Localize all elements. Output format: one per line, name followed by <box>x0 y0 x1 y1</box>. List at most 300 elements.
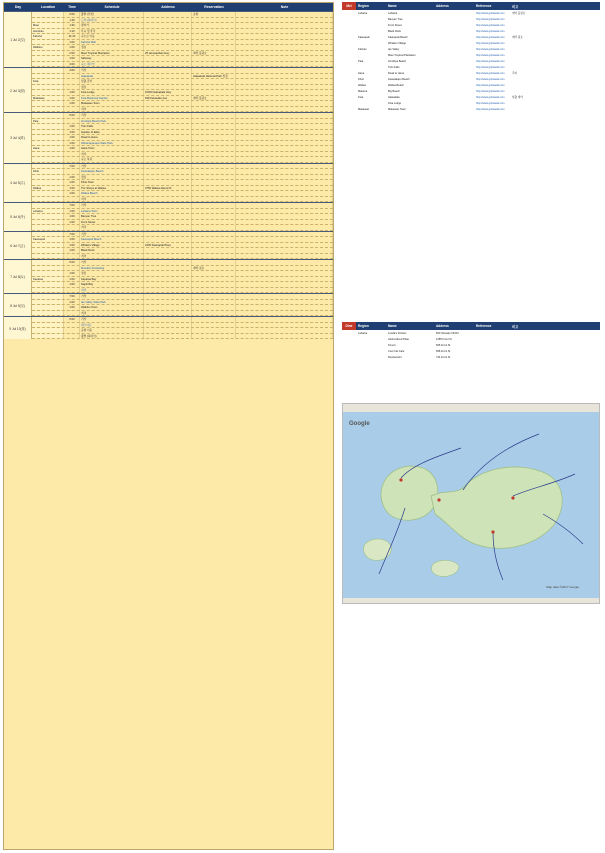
cell-note <box>236 214 333 219</box>
cell-note <box>236 225 333 230</box>
cell-time <box>64 288 80 293</box>
cell-sch: 기상 <box>80 164 144 169</box>
cell-note <box>236 254 333 259</box>
cell-sch: 저녁 <box>80 225 144 230</box>
cell-loc <box>32 266 64 271</box>
cell-loc <box>32 85 64 90</box>
cell-res <box>192 214 236 219</box>
places-reference-link[interactable]: http://www.gohawaii.com <box>476 95 505 99</box>
header-note: Note <box>280 5 289 9</box>
cell-res <box>192 248 236 253</box>
cell-note <box>236 282 333 287</box>
cell-loc <box>32 305 64 310</box>
header-location: Location <box>40 5 56 9</box>
cell-loc <box>32 113 64 118</box>
places-cell: Makena <box>358 89 368 93</box>
cell-loc <box>32 74 64 79</box>
cell-loc <box>32 300 64 305</box>
cell-loc <box>32 101 64 106</box>
cell-addr <box>144 119 192 124</box>
header-address: Address <box>161 5 175 9</box>
cell-res: 예약 불필요 <box>192 96 236 101</box>
places-cell: Black Rock <box>388 29 401 33</box>
cell-addr <box>144 237 192 242</box>
day-block <box>4 202 333 231</box>
cell-res <box>192 282 236 287</box>
cell-sch: Wailea Beach <box>80 191 144 196</box>
cell-note <box>236 248 333 253</box>
cell-res <box>192 90 236 95</box>
places-reference-link[interactable]: http://www.gohawaii.com <box>476 59 505 63</box>
cell-sch: Whalers Village <box>80 243 144 248</box>
itinerary-sheet <box>3 2 334 850</box>
cell-sch: 숙소 체크인 <box>80 62 144 67</box>
cell-res <box>192 141 236 146</box>
cell-loc <box>32 18 64 23</box>
cell-res <box>192 45 236 50</box>
places-reference-link[interactable]: http://www.gohawaii.com <box>476 41 505 45</box>
places-reference-link[interactable]: http://www.gohawaii.com <box>476 35 505 39</box>
cell-time <box>64 225 80 230</box>
places-reference-link[interactable]: http://www.gohawaii.com <box>476 89 505 93</box>
cell-res <box>192 79 236 84</box>
cell-sch: Front Street <box>80 220 144 225</box>
cell-addr <box>144 23 192 28</box>
cell-time: 1:00 <box>64 282 80 287</box>
cell-note <box>236 175 333 180</box>
cell-time: 1:00 <box>64 96 80 101</box>
places-cell: 예약 불필요 <box>512 12 526 15</box>
map-island-lanai <box>363 539 391 560</box>
cell-time <box>64 266 80 271</box>
cell-note <box>236 300 333 305</box>
cell-addr <box>144 203 192 208</box>
cell-addr <box>144 225 192 230</box>
cell-note <box>236 237 333 242</box>
cell-addr <box>144 79 192 84</box>
cell-res <box>192 175 236 180</box>
places-reference-link[interactable]: http://www.gohawaii.com <box>476 53 505 57</box>
places-cell: Lahaina <box>358 11 368 15</box>
dining-h-reference: Reference <box>476 324 492 328</box>
day-block <box>4 316 333 339</box>
cell-loc: Hana <box>32 146 64 151</box>
cell-note <box>236 12 333 17</box>
cell-note <box>236 18 333 23</box>
map-brand: Google <box>349 421 370 427</box>
cell-loc <box>32 130 64 135</box>
cell-time: 1:00 <box>64 248 80 253</box>
cell-addr <box>144 12 192 17</box>
cell-note <box>236 164 333 169</box>
map-illustration <box>343 404 600 604</box>
cell-res <box>192 260 236 265</box>
cell-time: 1:00 <box>64 271 80 276</box>
cell-addr <box>144 260 192 265</box>
cell-sch: 점심 <box>80 85 144 90</box>
dining-cell: 845 Front St <box>436 343 451 347</box>
map-pin <box>491 530 494 533</box>
cell-loc: Kaanapali <box>32 237 64 242</box>
cell-loc <box>32 175 64 180</box>
cell-time <box>64 79 80 84</box>
cell-time: 1:10 <box>64 29 80 34</box>
cell-note <box>236 135 333 140</box>
day-block <box>4 293 333 316</box>
cell-res <box>192 124 236 129</box>
cell-time <box>64 157 80 162</box>
cell-loc <box>32 180 64 185</box>
cell-note <box>236 311 333 316</box>
cell-loc: Kihei <box>32 169 64 174</box>
places-cell: Paia <box>358 59 364 63</box>
cell-time: 1:30 <box>64 23 80 28</box>
cell-note <box>236 191 333 196</box>
cell-sch: 저녁 <box>80 288 144 293</box>
cell-addr <box>144 180 192 185</box>
cell-res <box>192 237 236 242</box>
cell-addr <box>144 169 192 174</box>
cell-loc <box>32 107 64 112</box>
cell-sch: 공항 이동 <box>80 328 144 333</box>
cell-loc <box>32 40 64 45</box>
cell-addr: 25 Honoapiilani Hwy <box>144 51 192 56</box>
cell-loc: Lahaina <box>32 209 64 214</box>
places-reference-link[interactable]: http://www.gohawaii.com <box>476 101 505 105</box>
cell-res <box>192 305 236 310</box>
itinerary-row <box>32 334 333 340</box>
places-reference-link[interactable]: http://www.gohawaii.com <box>476 83 505 87</box>
cell-addr <box>144 209 192 214</box>
cell-loc <box>32 225 64 230</box>
cell-loc <box>32 90 64 95</box>
cell-note <box>236 34 333 39</box>
cell-sch: Twin Falls <box>80 124 144 129</box>
places-reference-link[interactable]: http://www.gohawaii.com <box>476 65 505 69</box>
cell-loc <box>32 260 64 265</box>
day-label: 1 Jul 2(일) <box>4 12 32 67</box>
cell-loc <box>32 232 64 237</box>
cell-loc <box>32 254 64 259</box>
cell-time: 1:00 <box>64 135 80 140</box>
cell-loc <box>32 68 64 73</box>
cell-sch: Lahaina Town <box>80 209 144 214</box>
cell-note <box>236 141 333 146</box>
cell-loc <box>32 152 64 157</box>
cell-time: 3:00 <box>64 62 80 67</box>
map-island-west <box>381 466 438 520</box>
cell-loc: Makawao <box>32 96 64 101</box>
cell-note <box>236 130 333 135</box>
cell-res <box>192 135 236 140</box>
cell-res <box>192 220 236 225</box>
places-h-address: Address <box>436 4 449 8</box>
cell-res <box>192 271 236 276</box>
cell-loc <box>32 294 64 299</box>
cell-sch: 체크아웃 <box>80 323 144 328</box>
cell-addr <box>144 146 192 151</box>
cell-time: 6:00 <box>64 260 80 265</box>
cell-note <box>236 180 333 185</box>
cell-sch: Road to Hana <box>80 135 144 140</box>
dining-cell: Lahaina <box>358 331 368 335</box>
map-caption: Map data ©2017 Google <box>546 585 579 589</box>
cell-res <box>192 40 236 45</box>
cell-note <box>236 68 333 73</box>
places-tag: Mei <box>342 2 356 10</box>
day-block <box>4 259 333 293</box>
cell-note <box>236 220 333 225</box>
cell-note <box>236 56 333 61</box>
cell-sch: Ho'okipa Beach Park <box>80 119 144 124</box>
dining-cell: 744 Front St <box>436 355 451 359</box>
cell-addr <box>144 232 192 237</box>
cell-res <box>192 152 236 157</box>
cell-sch: 일출 감상 <box>80 79 144 84</box>
places-cell: 일출 예약 <box>512 96 523 99</box>
cell-sch: Wai'anapanapa State Park <box>80 141 144 146</box>
cell-addr <box>144 124 192 129</box>
cell-time <box>64 74 80 79</box>
day-block <box>4 163 333 203</box>
cell-note <box>236 323 333 328</box>
cell-res <box>192 56 236 61</box>
cell-time: 1:00 <box>64 214 80 219</box>
places-reference-link[interactable]: http://www.gohawaii.com <box>476 17 505 21</box>
cell-addr <box>144 34 192 39</box>
cell-time: 7:00 <box>64 232 80 237</box>
day-label: 3 Jul 4(화) <box>4 113 32 163</box>
cell-addr <box>144 107 192 112</box>
cell-time: 1:00 <box>64 186 80 191</box>
cell-res <box>192 119 236 124</box>
day-label: 8 Jul 9(일) <box>4 294 32 316</box>
cell-addr <box>144 248 192 253</box>
day-block <box>4 67 333 112</box>
cell-loc <box>32 334 64 339</box>
cell-note <box>236 169 333 174</box>
cell-sch: Kula Lodge <box>80 90 144 95</box>
cell-time <box>64 254 80 259</box>
cell-sch: Kaanapali Beach <box>80 237 144 242</box>
cell-loc <box>32 62 64 67</box>
cell-time <box>64 85 80 90</box>
cell-res <box>192 243 236 248</box>
day-label: 2 Jul 3(월) <box>4 68 32 112</box>
cell-note <box>236 45 333 50</box>
cell-note <box>236 232 333 237</box>
cell-addr <box>144 214 192 219</box>
cell-addr <box>144 282 192 287</box>
dining-h-name: Name <box>388 324 397 328</box>
cell-addr <box>144 157 192 162</box>
places-cell: Twin Falls <box>388 65 400 69</box>
cell-note <box>236 23 333 28</box>
cell-res <box>192 23 236 28</box>
places-reference-link[interactable]: http://www.gohawaii.com <box>476 29 505 33</box>
cell-sch: Haleakala <box>80 74 144 79</box>
cell-loc: Kula <box>32 79 64 84</box>
cell-res <box>192 288 236 293</box>
cell-res: 공항 <box>192 12 236 17</box>
cell-res <box>192 85 236 90</box>
cell-loc <box>32 317 64 322</box>
cell-addr <box>144 45 192 50</box>
dining-table <box>342 322 600 360</box>
dining-header <box>342 322 600 330</box>
places-cell: Lahaina <box>388 11 398 15</box>
cell-addr <box>144 141 192 146</box>
cell-time: 1:45 <box>64 18 80 23</box>
cell-time: 2:00 <box>64 51 80 56</box>
cell-res <box>192 169 236 174</box>
cell-time <box>64 119 80 124</box>
cell-note <box>236 51 333 56</box>
places-cell: 주의 <box>512 72 518 75</box>
cell-loc: Wailuku <box>32 45 64 50</box>
places-reference-link[interactable]: http://www.gohawaii.com <box>476 11 505 15</box>
places-reference-link[interactable]: http://www.gohawaii.com <box>476 71 505 75</box>
dining-cell: 658 Front St <box>436 349 451 353</box>
cell-time: 5:00 <box>64 113 80 118</box>
cell-time: 7:00 <box>64 294 80 299</box>
places-reference-link[interactable]: http://www.gohawaii.com <box>476 47 505 51</box>
places-cell: Kula Lodge <box>388 101 402 105</box>
cell-note <box>236 277 333 282</box>
places-cell: Whalers Village <box>388 41 406 45</box>
cell-time: 11:10 <box>64 34 80 39</box>
cell-sch: 기상 <box>80 68 144 73</box>
cell-addr: 2435 Kaanapali Pkwy <box>144 243 192 248</box>
places-cell: Keawakapu Beach <box>388 77 410 81</box>
header-time: Time <box>68 5 76 9</box>
cell-note <box>236 305 333 310</box>
cell-loc <box>32 135 64 140</box>
places-cell: Kaanapali Beach <box>388 35 408 39</box>
dining-cell: Kimo's <box>388 343 396 347</box>
cell-sch: Kahului Mall <box>80 40 144 45</box>
cell-time: 1:00 <box>64 146 80 151</box>
cell-time: 1:00 <box>64 56 80 61</box>
cell-addr <box>144 85 192 90</box>
cell-time: 7:00 <box>64 203 80 208</box>
cell-time: 1:00 <box>64 45 80 50</box>
places-table <box>342 2 600 112</box>
dining-cell: 1285 Front St <box>436 337 452 341</box>
cell-res <box>192 107 236 112</box>
header-day: Day <box>14 5 22 9</box>
cell-addr: 3750 Wailea Alanui Dr <box>144 186 192 191</box>
cell-loc <box>32 282 64 287</box>
itinerary-header <box>4 3 333 11</box>
places-cell: Banyan Tree <box>388 17 403 21</box>
cell-addr <box>144 220 192 225</box>
places-cell: Iao Valley <box>388 47 400 51</box>
day-block <box>4 231 333 260</box>
cell-time: 1:00 <box>64 124 80 129</box>
cell-note <box>236 294 333 299</box>
cell-sch: Iao Valley State Park <box>80 300 144 305</box>
day-label: 9 Jul 10(월) <box>4 317 32 339</box>
dining-body <box>342 330 600 360</box>
cell-note <box>236 271 333 276</box>
cell-time <box>64 197 80 202</box>
cell-note <box>236 107 333 112</box>
cell-res: 예약 불필요 <box>192 51 236 56</box>
cell-note <box>236 62 333 67</box>
cell-res <box>192 34 236 39</box>
cell-sch: 숙소 복귀 <box>80 157 144 162</box>
cell-note <box>236 288 333 293</box>
cell-sch: Makawao Town <box>80 101 144 106</box>
cell-addr <box>144 130 192 135</box>
cell-time <box>64 311 80 316</box>
cell-addr: 15200 Haleakala Hwy <box>144 90 192 95</box>
day-block <box>4 11 333 67</box>
cell-time: 1:00 <box>64 141 80 146</box>
cell-res <box>192 232 236 237</box>
cell-sch: 출발 (하와이) <box>80 334 144 339</box>
cell-note <box>236 74 333 79</box>
places-reference-link[interactable]: http://www.gohawaii.com <box>476 77 505 81</box>
header-schedule: Schedule <box>104 5 120 9</box>
places-body <box>342 10 600 112</box>
cell-addr <box>144 56 192 61</box>
cell-res <box>192 157 236 162</box>
cell-sch: 점심 <box>80 45 144 50</box>
cell-note <box>236 334 333 339</box>
cell-loc <box>32 12 64 17</box>
places-cell: Maui Tropical Plantation <box>388 53 416 57</box>
cell-note <box>236 266 333 271</box>
cell-sch: 저녁 <box>80 197 144 202</box>
cell-loc <box>32 271 64 276</box>
cell-time <box>64 152 80 157</box>
places-reference-link[interactable]: http://www.gohawaii.com <box>476 107 505 111</box>
cell-time: 7:00 <box>64 164 80 169</box>
cell-loc: Wailea <box>32 186 64 191</box>
cell-note <box>236 40 333 45</box>
places-cell: Kula <box>358 95 364 99</box>
places-reference-link[interactable]: http://www.gohawaii.com <box>476 23 505 27</box>
cell-note <box>236 243 333 248</box>
cell-time: 1:00 <box>64 130 80 135</box>
cell-time: 1:00 <box>64 209 80 214</box>
places-cell: Hana <box>358 71 365 75</box>
cell-sch: 기상 <box>80 113 144 118</box>
cell-loc <box>32 248 64 253</box>
cell-addr <box>144 277 192 282</box>
cell-res <box>192 18 236 23</box>
cell-time: 6:00 <box>64 317 80 322</box>
cell-note <box>236 29 333 34</box>
cell-loc: Kahului <box>32 34 64 39</box>
dining-h-address: Address <box>436 324 449 328</box>
places-cell: Wailea <box>358 83 366 87</box>
places-cell: Haleakala <box>388 95 400 99</box>
cell-sch: 기상 <box>80 294 144 299</box>
cell-time: 1:00 <box>64 191 80 196</box>
cell-time <box>64 323 80 328</box>
cell-res <box>192 311 236 316</box>
dining-h-region: Region <box>358 324 369 328</box>
day-label: 6 Jul 7(금) <box>4 232 32 260</box>
cell-res <box>192 334 236 339</box>
cell-res <box>192 113 236 118</box>
places-cell: Makawao <box>358 107 370 111</box>
cell-sch: Napili Bay <box>80 282 144 287</box>
places-cell: Wailea Beach <box>388 83 404 87</box>
